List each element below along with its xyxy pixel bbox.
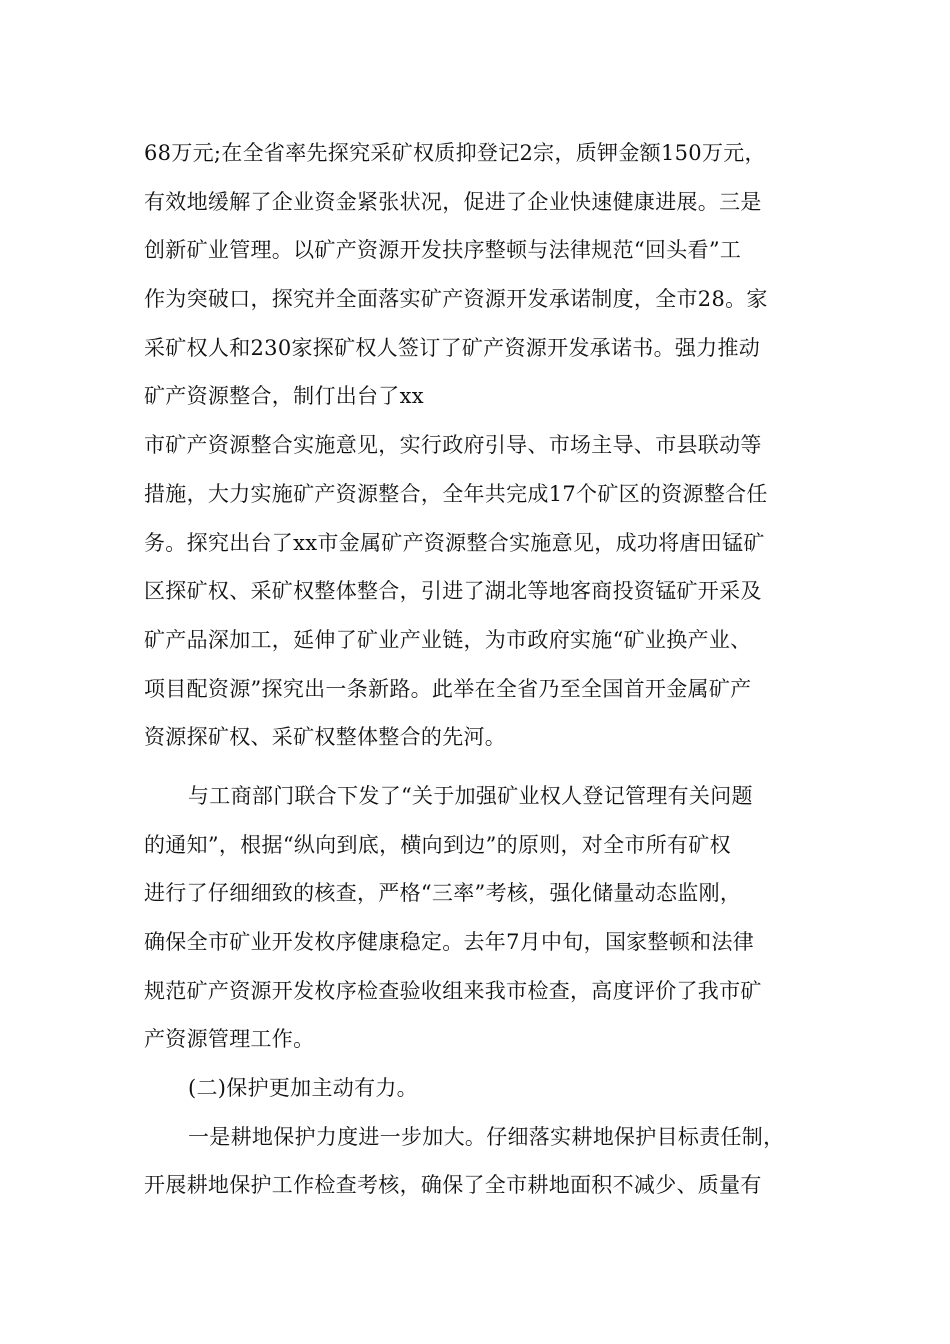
body-text xyxy=(144,129,824,1210)
paragraph-start-line: 与工商部门联合下发了“关于加强矿业权人登记管理有关问题 xyxy=(188,783,753,808)
text-line: 市矿产资源整合实施意见，实行政府引导、市场主导、市县联动等 xyxy=(144,433,762,458)
paragraph-start-line: 一是耕地保护力度进一步加大。仔细落实耕地保护目标责任制， xyxy=(188,1124,785,1149)
text-line: 产资源管理工作。 xyxy=(144,1027,315,1052)
text-line: 进行了仔细细致的核查，严格“三率”考核，强化储量动态监刚， xyxy=(144,881,742,906)
text-line: 开展耕地保护工作检查考核，确保了全市耕地面积不减少、质量有 xyxy=(144,1173,762,1198)
text-line: 68万元;在全省率先探究采矿权质抑登记2宗，质钾金额150万元， xyxy=(144,141,766,165)
text-line: 采矿权人和230家探矿权人签订了矿产资源开发承诺书。强力推动 xyxy=(144,335,761,360)
text-line: 规范矿产资源开发枚序检查验收组来我市检查，高度评价了我市矿 xyxy=(144,978,762,1003)
text-line: 区探矿权、采矿权整体整合，引进了湖北等地客商投资锰矿开采及 xyxy=(144,579,762,604)
text-line: 作为突破口，探究并全面落实矿产资源开发承诺制度，全市28。家 xyxy=(144,287,768,312)
text-line: 矿产品深加工，延伸了矿业产业链，为市政府实施“矿业换产业、 xyxy=(144,627,752,652)
text-line: 有效地缓解了企业资金紧张状况，促进了企业快速健康进展。三是 xyxy=(144,189,762,214)
text-line: 项目配资源”探究出一条新路。此举在全省乃至全国首开金属矿产 xyxy=(144,676,752,701)
text-line: 务。探究出台了xx市金属矿产资源整合实施意见，成功将唐田锰矿 xyxy=(144,530,765,555)
text-line: 资源探矿权、采矿权整体整合的先河。 xyxy=(144,725,507,750)
text-line: 创新矿业管理。以矿产资源开发扶序整顿与法律规范“回头看”工 xyxy=(144,238,742,263)
text-line: 的通知”，根据“纵向到底，横向到边”的原则，对全市所有矿权 xyxy=(144,832,731,857)
text-line: 矿产资源整合，制仃出台了xx xyxy=(144,384,424,409)
text-line: 确保全市矿业开发枚序健康稳定。去年7月中旬，国家整顿和法律 xyxy=(144,930,755,954)
section-heading: (二)保护更加主动有力。 xyxy=(188,1076,418,1101)
text-line: 措施，大力实施矿产资源整合，全年共完成17个矿区的资源整合任 xyxy=(144,481,768,506)
